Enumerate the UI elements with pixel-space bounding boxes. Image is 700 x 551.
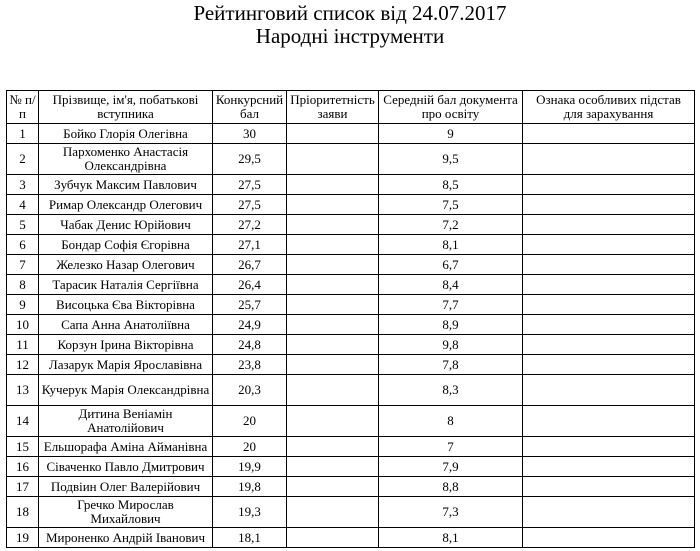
row-note [523,437,695,457]
table-row [7,295,695,315]
table-row [7,215,695,235]
row-score: 30 [213,124,287,144]
row-priority [287,528,379,548]
row-name: Подвіин Олег Валерійович [39,477,213,497]
table-row [7,275,695,295]
row-priority [287,124,379,144]
row-num: 4 [7,195,39,215]
row-priority [287,255,379,275]
row-note [523,497,695,528]
row-avg: 9 [379,124,523,144]
row-avg: 8 [379,406,523,437]
row-num: 15 [7,437,39,457]
row-note [523,457,695,477]
row-note [523,355,695,375]
table-row [7,497,695,528]
row-score: 19,3 [213,497,287,528]
row-note [523,215,695,235]
row-priority [287,335,379,355]
row-num: 6 [7,235,39,255]
row-note [523,477,695,497]
row-name: Римар Олександр Олегович [39,195,213,215]
row-num: 9 [7,295,39,315]
row-priority [287,275,379,295]
row-score: 23,8 [213,355,287,375]
row-priority [287,315,379,335]
row-avg: 8,1 [379,528,523,548]
row-name: Бондар Софія Єгорівна [39,235,213,255]
row-avg: 8,8 [379,477,523,497]
row-avg: 7,2 [379,215,523,235]
row-name: Тарасик Наталія Сергіївна [39,275,213,295]
row-avg: 7,7 [379,295,523,315]
row-score: 26,4 [213,275,287,295]
row-name: Кучерук Марія Олександрівна [39,375,213,406]
row-score: 20 [213,406,287,437]
row-num: 3 [7,175,39,195]
table-row [7,195,695,215]
table-row [7,144,695,175]
row-priority [287,295,379,315]
row-avg: 7,3 [379,497,523,528]
row-avg: 8,3 [379,375,523,406]
row-avg: 8,1 [379,235,523,255]
document-subtitle: Народні інструменти [255,24,445,48]
table-row [7,255,695,275]
row-score: 27,2 [213,215,287,235]
row-score: 19,9 [213,457,287,477]
row-priority [287,406,379,437]
row-avg: 8,9 [379,315,523,335]
row-num: 18 [7,497,39,528]
row-score: 27,5 [213,195,287,215]
table-row [7,437,695,457]
table-row [7,124,695,144]
row-name: Лазарук Марія Ярославівна [39,355,213,375]
table-row [7,315,695,335]
row-note [523,175,695,195]
rating-table [6,90,695,548]
row-note [523,528,695,548]
row-name: Ельшорафа Аміна Айманівна [39,437,213,457]
table-row [7,375,695,406]
table-row [7,175,695,195]
row-name: Пархоменко Анастасія Олександрівна [39,144,213,175]
row-note [523,124,695,144]
table-row [7,335,695,355]
row-score: 24,9 [213,315,287,335]
row-score: 18,1 [213,528,287,548]
row-num: 11 [7,335,39,355]
row-avg: 7 [379,437,523,457]
row-note [523,275,695,295]
row-note [523,195,695,215]
row-name: Дитина Веніамін Анатолійович [39,406,213,437]
row-num: 12 [7,355,39,375]
row-note [523,315,695,335]
row-priority [287,457,379,477]
row-name: Сапа Анна Анатоліївна [39,315,213,335]
row-avg: 9,8 [379,335,523,355]
table-row [7,528,695,548]
table-row [7,457,695,477]
row-priority [287,195,379,215]
row-priority [287,235,379,255]
table-row [7,235,695,255]
col-header-score: Конкурсний бал [213,91,287,124]
row-priority [287,375,379,406]
row-name: Бойко Глорія Олегівна [39,124,213,144]
col-header-avg: Середній бал документа про освіту [379,91,523,124]
row-num: 5 [7,215,39,235]
row-num: 14 [7,406,39,437]
row-note [523,375,695,406]
table-row [7,406,695,437]
row-name: Чабак Денис Юрійович [39,215,213,235]
row-name: Висоцька Єва Вікторівна [39,295,213,315]
row-priority [287,215,379,235]
row-note [523,335,695,355]
col-header-num: № п/п [7,91,39,124]
row-priority [287,355,379,375]
row-score: 24,8 [213,335,287,355]
header-row [7,91,695,124]
row-avg: 9,5 [379,144,523,175]
col-header-name: Прізвище, ім'я, побатькові вступника [39,91,213,124]
col-header-note: Ознака особливих підстав для зарахування [523,91,695,124]
row-name: Железко Назар Олегович [39,255,213,275]
row-score: 29,5 [213,144,287,175]
row-num: 13 [7,375,39,406]
row-num: 8 [7,275,39,295]
row-score: 27,1 [213,235,287,255]
row-note [523,406,695,437]
table-row [7,355,695,375]
row-num: 10 [7,315,39,335]
row-name: Корзун Ірина Вікторівна [39,335,213,355]
row-avg: 7,9 [379,457,523,477]
row-score: 26,7 [213,255,287,275]
row-name: Зубчук Максим Павлович [39,175,213,195]
col-header-priority: Пріоритетність заяви [287,91,379,124]
row-num: 16 [7,457,39,477]
row-note [523,235,695,255]
row-avg: 6,7 [379,255,523,275]
row-avg: 7,8 [379,355,523,375]
row-priority [287,144,379,175]
row-name: Гречко Мирослав Михайлович [39,497,213,528]
document-title: Рейтинговий список від 24.07.2017 [193,1,507,25]
row-num: 1 [7,124,39,144]
row-num: 19 [7,528,39,548]
row-avg: 7,5 [379,195,523,215]
row-name: Сіваченко Павло Дмитрович [39,457,213,477]
row-num: 17 [7,477,39,497]
row-score: 19,8 [213,477,287,497]
row-score: 20,3 [213,375,287,406]
row-num: 2 [7,144,39,175]
row-avg: 8,5 [379,175,523,195]
row-num: 7 [7,255,39,275]
row-score: 25,7 [213,295,287,315]
row-name: Мироненко Андрій Іванович [39,528,213,548]
row-score: 20 [213,437,287,457]
row-priority [287,175,379,195]
row-score: 27,5 [213,175,287,195]
row-priority [287,477,379,497]
row-note [523,295,695,315]
row-priority [287,497,379,528]
row-note [523,255,695,275]
table-row [7,477,695,497]
row-note [523,144,695,175]
row-avg: 8,4 [379,275,523,295]
row-priority [287,437,379,457]
